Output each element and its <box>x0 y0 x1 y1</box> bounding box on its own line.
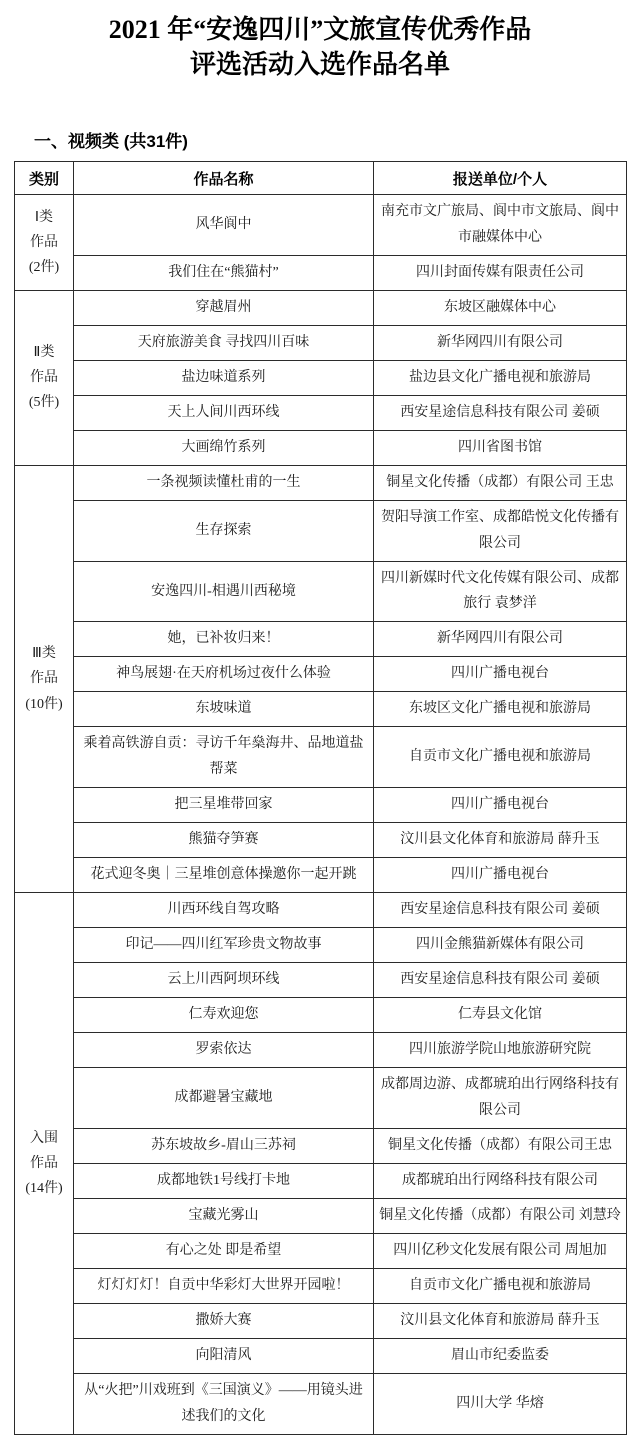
work-title-cell: 东坡味道 <box>74 692 374 727</box>
page-title <box>0 0 640 82</box>
work-title-cell: 她，已补妆归来！ <box>74 622 374 657</box>
category-cell <box>15 465 74 892</box>
submitter-cell: 四川大学 华熔 <box>374 1373 627 1434</box>
submitter-cell: 铜星文化传播（成都）有限公司 王忠 <box>374 465 627 500</box>
table-row <box>15 1338 627 1373</box>
work-title-cell: 风华阆中 <box>74 195 374 256</box>
submitter-cell: 盐边县文化广播电视和旅游局 <box>374 360 627 395</box>
table-row <box>15 858 627 893</box>
table-row <box>15 465 627 500</box>
table-row <box>15 1068 627 1129</box>
table-row <box>15 1128 627 1163</box>
table-row <box>15 430 627 465</box>
submitter-cell: 四川广播电视台 <box>374 657 627 692</box>
submitter-cell: 新华网四川有限公司 <box>374 325 627 360</box>
category-label-line: Ⅱ类 <box>33 345 55 360</box>
category-cell <box>15 893 74 1435</box>
table-row <box>15 657 627 692</box>
work-title-cell: 撒娇大赛 <box>74 1303 374 1338</box>
submitter-cell: 贺阳导演工作室、成都皓悦文化传播有限公司 <box>374 500 627 561</box>
table-row <box>15 255 627 290</box>
category-cell <box>15 195 74 291</box>
work-title-cell: 乘着高铁游自贡：寻访千年燊海井、品地道盐帮菜 <box>74 727 374 788</box>
work-title-cell: 把三星堆带回家 <box>74 788 374 823</box>
category-label-line: Ⅰ类 <box>34 209 54 225</box>
work-title-cell: 熊猫夺笋赛 <box>74 823 374 858</box>
table-row <box>15 727 627 788</box>
category-label-line: (10件) <box>25 696 63 712</box>
work-title-cell: 穿越眉州 <box>74 290 374 325</box>
submitter-cell: 仁寿县文化馆 <box>374 998 627 1033</box>
category-label-line: 作品 <box>30 671 58 687</box>
work-title-cell: 向阳清风 <box>74 1338 374 1373</box>
table-row <box>15 622 627 657</box>
category-label-line: (14件) <box>25 1181 63 1196</box>
table-row <box>15 1163 627 1198</box>
category-label-line: (5件) <box>28 395 60 411</box>
table-row <box>15 1373 627 1434</box>
category-label-line: 作品 <box>30 370 58 386</box>
table-row <box>15 500 627 561</box>
submitter-cell: 西安星途信息科技有限公司 姜硕 <box>374 963 627 998</box>
submitter-cell: 成都周边游、成都琥珀出行网络科技有限公司 <box>374 1068 627 1129</box>
table-row <box>15 395 627 430</box>
submitter-cell: 四川封面传媒有限责任公司 <box>374 255 627 290</box>
col-header-work-title: 作品名称 <box>74 162 374 195</box>
work-title-cell: 神鸟展翅·在天府机场过夜什么体验 <box>74 657 374 692</box>
submitter-cell: 新华网四川有限公司 <box>374 622 627 657</box>
table-row <box>15 1303 627 1338</box>
table-row <box>15 290 627 325</box>
submitter-cell: 成都琥珀出行网络科技有限公司 <box>374 1163 627 1198</box>
work-title-cell: 仁寿欢迎您 <box>74 998 374 1033</box>
work-title-cell: 天府旅游美食 寻找四川百味 <box>74 325 374 360</box>
category-label-line: 作品 <box>30 1155 58 1171</box>
work-title-cell: 宝藏光雾山 <box>74 1198 374 1233</box>
category-label-line: 作品 <box>30 234 58 250</box>
submitter-cell: 四川亿秒文化发展有限公司 周旭加 <box>374 1233 627 1268</box>
work-title-cell: 印记——四川红军珍贵文物故事 <box>74 928 374 963</box>
table-row <box>15 998 627 1033</box>
work-title-cell: 我们住在“熊猫村” <box>74 255 374 290</box>
work-title-cell: 灯灯灯灯！自贡中华彩灯大世界开园啦！ <box>74 1268 374 1303</box>
table-row <box>15 963 627 998</box>
work-title-cell: 成都地铁1号线打卡地 <box>74 1163 374 1198</box>
work-title-cell: 一条视频读懂杜甫的一生 <box>74 465 374 500</box>
col-header-category: 类别 <box>15 162 74 195</box>
col-header-submitter: 报送单位/个人 <box>374 162 627 195</box>
category-cell <box>15 290 74 465</box>
submitter-cell: 东坡区文化广播电视和旅游局 <box>374 692 627 727</box>
submitter-cell: 四川旅游学院山地旅游研究院 <box>374 1033 627 1068</box>
category-label-line: (2件) <box>28 259 60 275</box>
submitter-cell: 四川广播电视台 <box>374 788 627 823</box>
submitter-cell: 四川新媒时代文化传媒有限公司、成都旅行 袁梦洋 <box>374 561 627 622</box>
section-heading-video-category: 一、视频类 (共31件) <box>34 132 188 151</box>
work-title-cell: 生存探索 <box>74 500 374 561</box>
work-title-cell: 安逸四川-相遇川西秘境 <box>74 561 374 622</box>
submitter-cell: 南充市文广旅局、阆中市文旅局、阆中市融媒体中心 <box>374 195 627 256</box>
works-table <box>14 161 627 1435</box>
submitter-cell: 西安星途信息科技有限公司 姜硕 <box>374 893 627 928</box>
table-row <box>15 893 627 928</box>
work-title-cell: 天上人间川西环线 <box>74 395 374 430</box>
table-row <box>15 195 627 256</box>
work-title-cell: 成都避暑宝藏地 <box>74 1068 374 1129</box>
work-title-cell: 大画绵竹系列 <box>74 430 374 465</box>
work-title-cell: 川西环线自驾攻略 <box>74 893 374 928</box>
submitter-cell: 西安星途信息科技有限公司 姜硕 <box>374 395 627 430</box>
table-row <box>15 692 627 727</box>
work-title-cell: 盐边味道系列 <box>74 360 374 395</box>
table-row <box>15 928 627 963</box>
table-row <box>15 788 627 823</box>
table-row <box>15 1198 627 1233</box>
table-row <box>15 1233 627 1268</box>
work-title-cell: 云上川西阿坝环线 <box>74 963 374 998</box>
submitter-cell: 铜星文化传播（成都）有限公司王忠 <box>374 1128 627 1163</box>
work-title-cell: 罗索依达 <box>74 1033 374 1068</box>
table-row <box>15 325 627 360</box>
submitter-cell: 东坡区融媒体中心 <box>374 290 627 325</box>
submitter-cell: 四川省图书馆 <box>374 430 627 465</box>
page-title-line2: 评选活动入选作品名单 <box>189 50 450 79</box>
submitter-cell: 自贡市文化广播电视和旅游局 <box>374 1268 627 1303</box>
table-header-row <box>15 162 627 195</box>
work-title-cell: 苏东坡故乡-眉山三苏祠 <box>74 1128 374 1163</box>
table-row <box>15 561 627 622</box>
table-row <box>15 1268 627 1303</box>
submitter-cell: 铜星文化传播（成都）有限公司 刘慧玲 <box>374 1198 627 1233</box>
category-label-line: Ⅲ类 <box>32 646 56 662</box>
work-title-cell: 从“火把”川戏班到《三国演义》——用镜头进述我们的文化 <box>74 1373 374 1434</box>
submitter-cell: 眉山市纪委监委 <box>374 1338 627 1373</box>
page-title-line1: 2021 年“安逸四川”文旅宣传优秀作品 <box>108 15 532 44</box>
submitter-cell: 四川广播电视台 <box>374 858 627 893</box>
table-row <box>15 823 627 858</box>
work-title-cell: 花式迎冬奥｜三星堆创意体操邀你一起开跳 <box>74 858 374 893</box>
submitter-cell: 四川金熊猫新媒体有限公司 <box>374 928 627 963</box>
work-title-cell: 有心之处 即是希望 <box>74 1233 374 1268</box>
table-row <box>15 360 627 395</box>
submitter-cell: 自贡市文化广播电视和旅游局 <box>374 727 627 788</box>
table-row <box>15 1033 627 1068</box>
submitter-cell: 汶川县文化体育和旅游局 薛升玉 <box>374 1303 627 1338</box>
category-label-line: 入围 <box>30 1130 58 1146</box>
submitter-cell: 汶川县文化体育和旅游局 薛升玉 <box>374 823 627 858</box>
